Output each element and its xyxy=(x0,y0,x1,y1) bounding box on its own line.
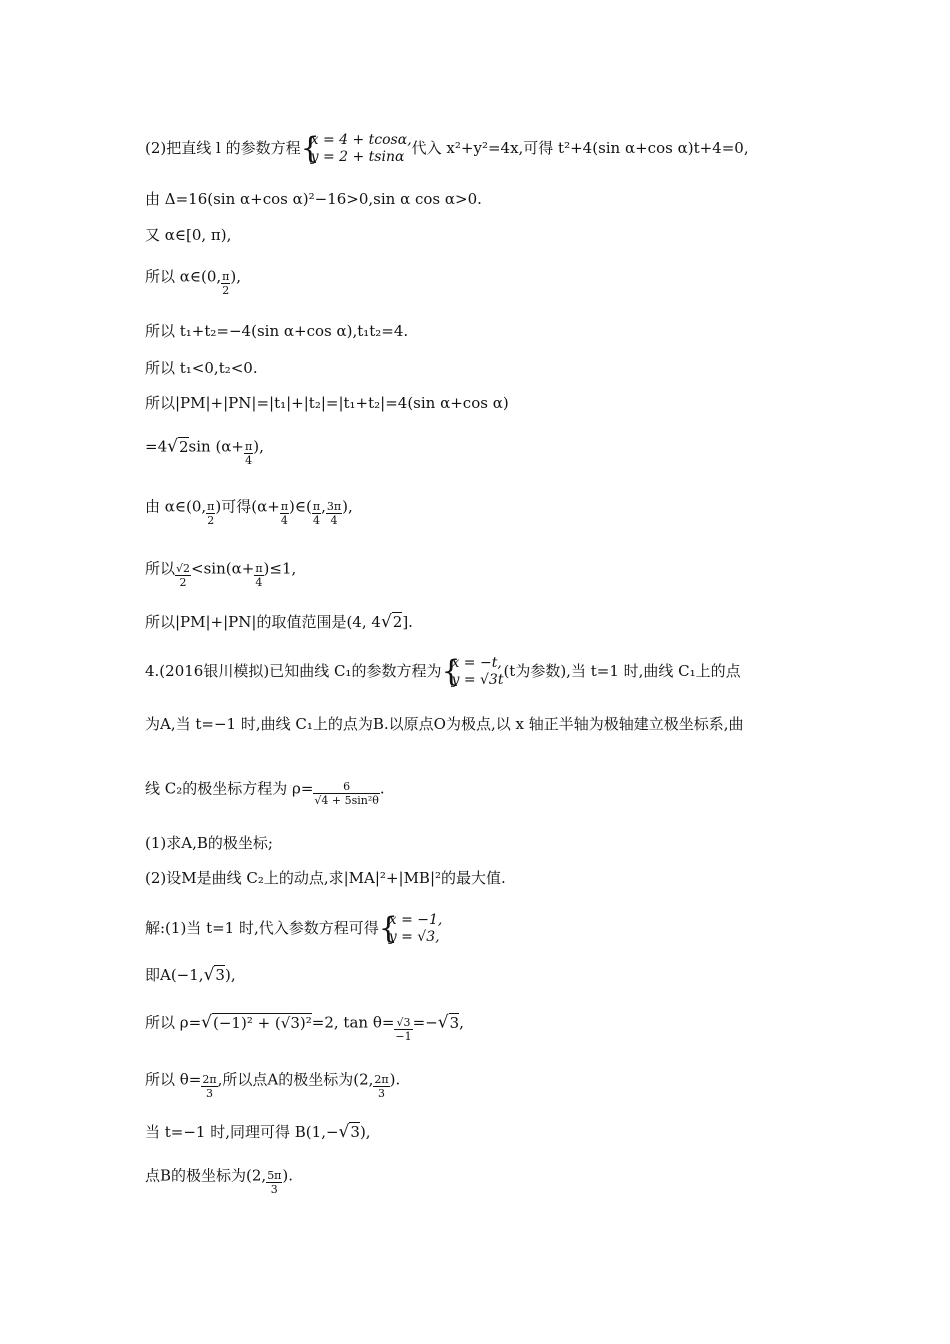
text: ), xyxy=(342,497,353,516)
line-q4-intro xyxy=(145,655,741,689)
line-t-negative: 所以 t₁<0,t₂<0. xyxy=(145,359,258,377)
system-row: x = −t, xyxy=(451,655,502,671)
radicand: (−1)² + (√3)² xyxy=(213,1013,312,1032)
line-point-a xyxy=(145,965,236,985)
denominator: 4 xyxy=(330,514,338,527)
radical-icon: √ xyxy=(380,612,392,632)
text: 点B的极坐标为(2, xyxy=(145,1166,267,1185)
text: <sin(α+ xyxy=(191,559,255,578)
denominator: 3 xyxy=(270,1183,278,1196)
fraction xyxy=(201,1073,217,1100)
denominator: 2 xyxy=(207,514,215,527)
text: ]. xyxy=(402,613,413,631)
numerator: π xyxy=(245,440,253,453)
denominator: 3 xyxy=(205,1087,213,1100)
line-4sqrt2 xyxy=(145,434,264,467)
line-sqrt2-bound xyxy=(145,556,297,589)
radical-icon: √ xyxy=(338,1122,350,1142)
text: 解:(1)当 t=1 时,代入参数方程可得 xyxy=(145,919,379,937)
radicand: 2 xyxy=(183,562,191,575)
fraction xyxy=(373,1073,389,1100)
denominator: √4 + 5sin²θ xyxy=(314,794,379,807)
text: ). xyxy=(282,1166,294,1185)
numerator: 2π xyxy=(374,1073,389,1086)
radical-icon: √ xyxy=(167,436,178,457)
text: )∈( xyxy=(289,497,312,516)
line-range xyxy=(145,612,413,632)
numerator: π xyxy=(280,500,289,513)
brace-icon: { xyxy=(441,654,461,689)
radicand: 2 xyxy=(178,437,189,456)
fraction xyxy=(221,270,230,297)
text: )≤1, xyxy=(263,559,297,578)
denominator: 4 xyxy=(255,576,263,589)
numerator: π xyxy=(207,500,215,513)
fraction xyxy=(266,1169,282,1196)
radical-icon: √ xyxy=(201,1012,212,1033)
numerator: 6 xyxy=(313,780,380,794)
text: , xyxy=(459,1013,464,1032)
text: 所以 ρ= xyxy=(145,1013,202,1032)
numerator: π xyxy=(312,500,321,513)
fraction xyxy=(312,500,321,527)
denominator: −1 xyxy=(395,1030,412,1043)
brace-icon: { xyxy=(300,131,320,166)
fraction xyxy=(326,500,342,527)
line-t-sum: 所以 t₁+t₂=−4(sin α+cos α),t₁t₂=4. xyxy=(145,322,409,340)
line-q4-part2: (2)设M是曲线 C₂上的动点,求|MA|²+|MB|²的最大值. xyxy=(145,869,506,887)
text: 代入 x²+y²=4x,可得 t²+4(sin α+cos α)t+4=0, xyxy=(411,139,749,157)
text: ), xyxy=(224,966,236,984)
text: sin (α+ xyxy=(188,437,244,456)
radical-icon: √ xyxy=(176,562,184,575)
denominator: 3 xyxy=(377,1087,385,1100)
line-from-alpha: 由 α∈(0, $\frac{\pi}{2}$ )可得(α+ $\frac{\pi}{4}$ )∈( $\frac{\pi}{4}$ , $\frac{3\pi}{4}$ ), xyxy=(145,497,353,527)
line-so-alpha xyxy=(145,264,242,297)
numerator: π xyxy=(222,270,230,283)
numerator: 5π xyxy=(267,1169,282,1182)
text: . xyxy=(379,779,385,798)
line-theta xyxy=(145,1067,401,1100)
numerator xyxy=(175,562,191,576)
text: (2)把直线 l 的参数方程 xyxy=(145,139,301,157)
text: ,所以点A的极坐标为(2, xyxy=(217,1070,374,1089)
text: ), xyxy=(253,437,264,456)
text: 所以 xyxy=(145,559,176,578)
text: 线 C₂的极坐标方程为 ρ= xyxy=(145,779,314,798)
text: (t为参数),当 t=1 时,曲线 C₁上的点 xyxy=(503,662,741,680)
fraction xyxy=(394,1016,412,1043)
text: =4 xyxy=(145,437,168,456)
text: 所以 α∈(0, xyxy=(145,267,222,286)
denominator: 4 xyxy=(312,514,320,527)
line-point-b-polar xyxy=(145,1163,294,1196)
line-delta: 由 Δ=16(sin α+cos α)²−16>0,sin α cos α>0. xyxy=(145,190,482,208)
line-pm-pn: 所以|PM|+|PN|=|t₁|+|t₂|=|t₁+t₂|=4(sin α+cos α) xyxy=(145,394,509,412)
brace-icon: { xyxy=(378,911,398,946)
text: 所以 θ= xyxy=(145,1070,202,1089)
line-rho xyxy=(145,1010,464,1043)
radical-icon: √ xyxy=(437,1012,449,1033)
numerator: 2π xyxy=(202,1073,217,1086)
fraction xyxy=(175,562,191,589)
system-row: y = √3t xyxy=(451,672,504,688)
line-p2-substitute xyxy=(145,132,749,166)
radical-icon: √ xyxy=(203,965,215,985)
param-system xyxy=(301,132,412,166)
text: =2, tan θ= xyxy=(311,1013,395,1032)
system-row: y = √3, xyxy=(388,929,440,945)
numerator: 3π xyxy=(326,500,342,513)
text: 所以|PM|+|PN|的取值范围是(4, 4 xyxy=(145,613,381,631)
text: ), xyxy=(359,1123,371,1141)
param-system xyxy=(441,655,503,689)
fraction xyxy=(280,500,289,527)
line-point-b xyxy=(145,1122,371,1142)
fraction xyxy=(244,440,253,467)
fraction xyxy=(254,562,263,589)
text: 由 α∈(0, xyxy=(145,497,207,516)
text: 即A(−1, xyxy=(145,966,204,984)
radicand: 3 xyxy=(215,966,225,984)
fraction xyxy=(206,500,215,527)
numerator: √3 xyxy=(394,1016,412,1030)
numerator: π xyxy=(255,562,263,575)
text: =− xyxy=(412,1013,438,1032)
text: 4.(2016银川模拟)已知曲线 C₁的参数方程为 xyxy=(145,662,442,680)
fraction xyxy=(313,780,380,807)
radicand: 3 xyxy=(350,1123,360,1141)
text: 当 t=−1 时,同理可得 B(1,− xyxy=(145,1123,339,1141)
denominator: 2 xyxy=(179,576,187,589)
text: ). xyxy=(389,1070,401,1089)
system-row: x = 4 + tcosα, xyxy=(310,132,412,148)
line-q4-second: 为A,当 t=−1 时,曲线 C₁上的点为B.以原点O为极点,以 x 轴正半轴为极轴建立极坐标系,曲 xyxy=(145,715,744,733)
radicand: 2 xyxy=(392,613,403,631)
denominator: 2 xyxy=(222,284,230,297)
system-row: y = 2 + tsinα xyxy=(310,149,405,165)
line-alpha-range: 又 α∈[0, π), xyxy=(145,226,232,244)
radicand: 3 xyxy=(449,1013,460,1032)
line-q4-part1: (1)求A,B的极坐标; xyxy=(145,834,273,852)
param-system xyxy=(379,912,443,946)
denominator: 4 xyxy=(245,454,253,467)
denominator: 4 xyxy=(280,514,288,527)
line-solution-start xyxy=(145,912,442,946)
system-row: x = −1, xyxy=(388,912,443,928)
text: ), xyxy=(230,267,242,286)
text: )可得(α+ xyxy=(215,497,280,516)
line-q4-polar-eq xyxy=(145,776,385,807)
